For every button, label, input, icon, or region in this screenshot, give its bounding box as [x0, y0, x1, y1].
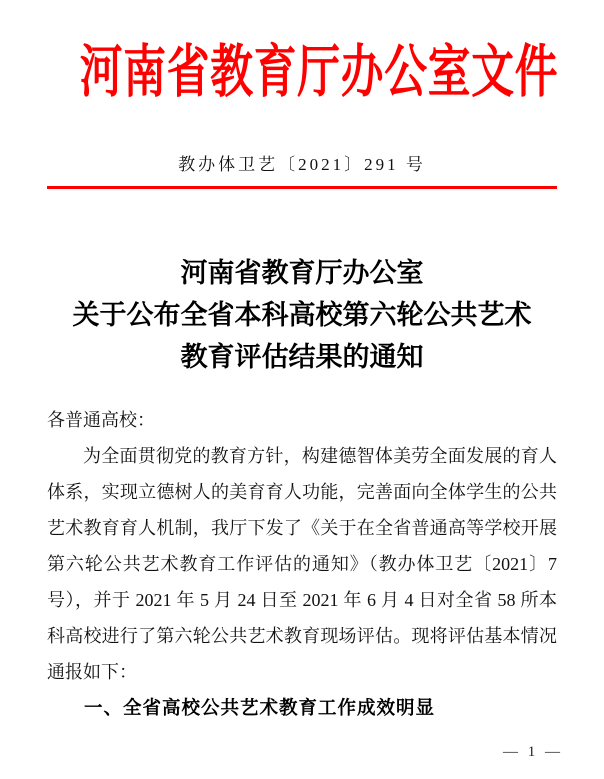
salutation: 各普通高校： [47, 410, 155, 430]
title-line-1: 河南省教育厅办公室 [180, 258, 424, 288]
masthead [0, 26, 604, 108]
masthead-title: 河南省教育厅办公室文件 [79, 41, 559, 104]
paragraph-1: 为全面贯彻党的教育方针，构建德智体美劳全面发展的育人体系，实现立德树人的美育育人功能，完善面向全体学生的公共艺术教育育人机制，我厅下发了《关于在全省普通高等学校开展第六轮公共艺术教育工作评估的通知》（教办体卫艺〔2021〕7号），并于 2021 年 5 月 24 日至 2021 年 6 月 4 日对全省 58 所本科高校进行了第六轮公共艺术教育现场评估。现将评估基本情况通报如下： [47, 446, 557, 682]
title-line-2: 关于公布全省本科高校第六轮公共艺术 [72, 300, 532, 330]
title-line-3: 教育评估结果的通知 [180, 342, 424, 372]
doc-number: 教办体卫艺〔2021〕291 号 [178, 155, 426, 174]
document-title [30, 252, 574, 378]
red-divider-line [47, 186, 557, 189]
section-heading-1: 一、全省高校公共艺术教育工作成效明显 [84, 697, 436, 718]
document-body [47, 402, 557, 726]
page-number: — 1 — [503, 744, 563, 760]
